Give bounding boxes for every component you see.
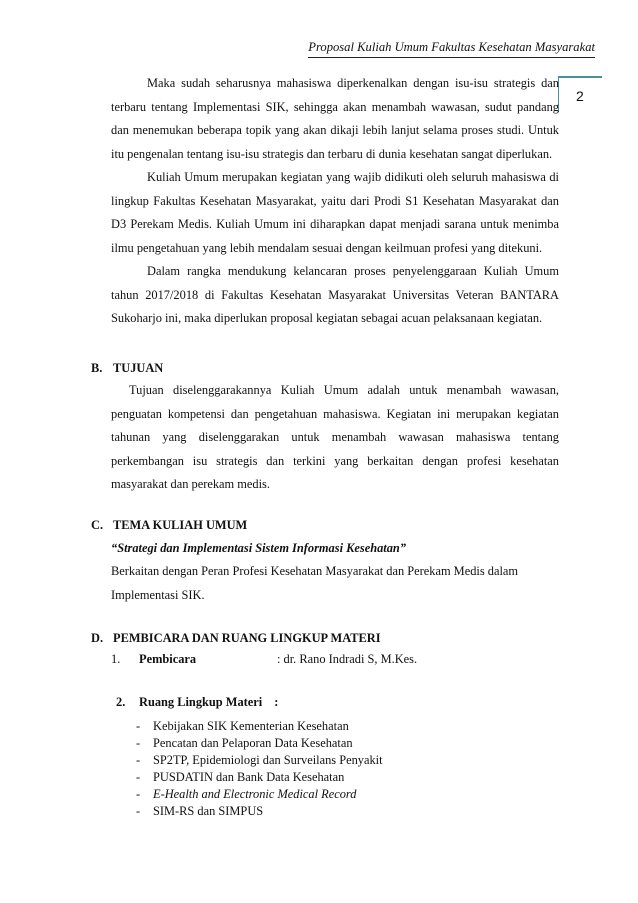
page-number-box bbox=[558, 76, 602, 114]
page-number: 2 bbox=[576, 88, 584, 104]
section-letter: B. bbox=[91, 361, 103, 375]
section-heading-pembicara bbox=[91, 631, 381, 646]
section-heading-tujuan bbox=[91, 361, 163, 376]
item-number: 2. bbox=[116, 695, 126, 709]
pembicara-label: Pembicara bbox=[139, 652, 197, 666]
ruang-lingkup-label: Ruang Lingkup Materi bbox=[139, 695, 263, 709]
intro-section bbox=[111, 72, 559, 331]
intro-paragraph-1: Maka sudah seharusnya mahasiswa diperkenalkan dengan isu-isu strategis dan terbaru tentang Implementasi SIK, sehingga akan menambah wawasan, sudut pandang dan menemukan beberapa topik yang akan dikaji lebih lanjut selama proses studi. Untuk itu pengenalan tentang isu-isu strategis dan terbaru di dunia kesehatan sangat diperlukan. bbox=[111, 76, 559, 161]
intro-paragraph-3: Dalam rangka mendukung kelancaran proses penyelenggaraan Kuliah Umum tahun 2017/2018 di Fakultas Kesehatan Masyarakat Universitas Veteran BANTARA Sukoharjo ini, maka diperlukan proposal kegiatan sebagai acuan pelaksanaan kegiatan. bbox=[111, 264, 559, 325]
item-number: 1. bbox=[111, 652, 121, 666]
section-heading-tema bbox=[91, 518, 247, 533]
materi-list bbox=[136, 718, 383, 820]
tema-section bbox=[111, 560, 541, 607]
section-title: TEMA KULIAH UMUM bbox=[113, 518, 248, 532]
page-header: Proposal Kuliah Umum Fakultas Kesehatan Masyarakat bbox=[308, 40, 595, 58]
intro-paragraph-2: Kuliah Umum merupakan kegiatan yang wajib didikuti oleh seluruh mahasiswa di lingkup Fakultas Kesehatan Masyarakat, yaitu dari Prodi S1 Kesehatan Masyarakat dan D3 Perekam Medis. Kuliah Umum ini diharapkan dapat menjadi sarana untuk menimba ilmu pengetahuan yang lebih mendalam sesuai dengan keilmuan profesi yang ditekuni. bbox=[111, 170, 559, 255]
list-item: - Pencatan dan Pelaporan Data Kesehatan bbox=[136, 736, 353, 750]
list-item: - SP2TP, Epidemiologi dan Surveilans Penyakit bbox=[136, 753, 383, 767]
ruang-lingkup-row bbox=[116, 695, 278, 710]
section-letter: C. bbox=[91, 518, 104, 532]
list-item: - Kebijakan SIK Kementerian Kesehatan bbox=[136, 719, 349, 733]
section-title: TUJUAN bbox=[113, 361, 164, 375]
pembicara-value: : dr. Rano Indradi S, M.Kes. bbox=[277, 652, 418, 666]
section-letter: D. bbox=[91, 631, 104, 645]
pembicara-row bbox=[111, 652, 417, 667]
list-item: - PUSDATIN dan Bank Data Kesehatan bbox=[136, 770, 345, 784]
tema-title: “Strategi dan Implementasi Sistem Informasi Kesehatan” bbox=[111, 541, 407, 555]
tujuan-section bbox=[111, 379, 559, 497]
tujuan-paragraph: Tujuan diselenggarakannya Kuliah Umum adalah untuk menambah wawasan, penguatan kompetensi dan pengetahuan mahasiswa. Kegiatan ini merupakan kegiatan tahunan yang diselenggarakan untuk menambah wawasan mahasiswa tentang perkembangan isu strategis dan terkini yang berkaitan dengan profesi kesehatan masyarakat dan perekam medis. bbox=[111, 383, 559, 491]
list-item: - SIM-RS dan SIMPUS bbox=[136, 804, 264, 818]
ruang-lingkup-colon: : bbox=[274, 695, 279, 709]
list-item: - E-Health and Electronic Medical Record bbox=[136, 787, 357, 801]
section-title: PEMBICARA DAN RUANG LINGKUP MATERI bbox=[113, 631, 381, 645]
tema-paragraph: Berkaitan dengan Peran Profesi Kesehatan Masyarakat dan Perekam Medis dalam Implementasi SIK. bbox=[111, 564, 519, 602]
